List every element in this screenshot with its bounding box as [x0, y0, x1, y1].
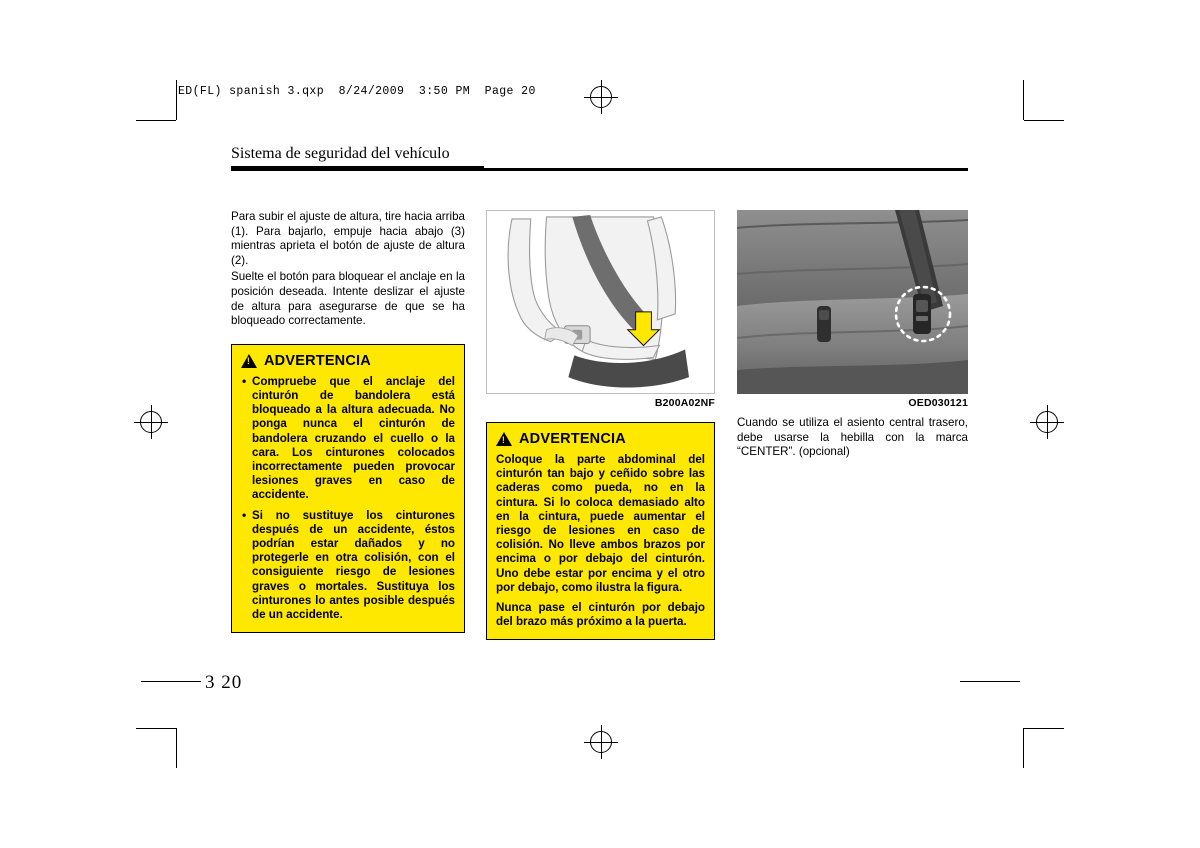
- figure-code-right: OED030121: [908, 397, 968, 409]
- paragraph-1: Para subir el ajuste de altura, tire hacia arriba (1). Para bajarlo, empuje hacia abajo (3) mientras aprieta el botón de ajuste de altura (2).: [231, 210, 465, 267]
- page-number: 3 20: [205, 672, 243, 693]
- warning-box-lap-belt: [486, 422, 715, 640]
- figure-note-center-buckle: Cuando se utiliza el asiento central trasero, debe usarse la hebilla con la marca “CENTER”. (opcional): [737, 416, 968, 459]
- registration-mark-bottom: [590, 731, 612, 753]
- registration-mark-top: [590, 86, 612, 108]
- title-rule-accent: [231, 166, 484, 171]
- folio-rule-right: [960, 681, 1020, 682]
- warning-title: ADVERTENCIA: [264, 352, 371, 369]
- crop-mark-bottom-right-h: [1024, 728, 1064, 729]
- crop-mark-top-left-v: [176, 80, 177, 120]
- registration-mark-left: [140, 411, 162, 433]
- folio-rule-left: [141, 681, 201, 682]
- printer-slug: ED(FL) spanish 3.qxp 8/24/2009 3:50 PM Page 20: [178, 85, 536, 98]
- page-title: Sistema de seguridad del vehículo: [231, 145, 450, 162]
- illustration-lap-belt-position: [486, 210, 715, 394]
- warning-triangle-icon: !: [241, 354, 257, 368]
- crop-mark-top-right-v: [1023, 80, 1024, 120]
- column-center: [486, 210, 715, 640]
- photo-rear-seat-center-buckle: [737, 210, 968, 394]
- warning-list: [241, 375, 455, 622]
- warning-box-height-adjuster: [231, 344, 465, 633]
- figure-center-buckle: [737, 210, 968, 409]
- intro-text: [231, 210, 465, 329]
- warning-paragraph: Nunca pase el cinturón por debajo del brazo más próximo a la puerta.: [496, 601, 705, 629]
- warning-paragraph: Coloque la parte abdominal del cinturón tan bajo y ceñido sobre las caderas como pueda, no en la cintura. Si lo coloca demasiado alto en la cintura, puede aumentar el riesgo de lesiones en caso de colisión. No lleve ambos brazos por encima o por debajo del cinturón. Uno debe estar por encima y el otro por debajo, como ilustra la figura.: [496, 453, 705, 594]
- crop-mark-bottom-left-v: [176, 728, 177, 768]
- registration-mark-right: [1036, 411, 1058, 433]
- warning-title: ADVERTENCIA: [519, 431, 626, 447]
- figure-belt-routing: [486, 210, 715, 409]
- column-left: [231, 210, 465, 633]
- paragraph-2: Suelte el botón para bloquear el anclaje en la posición deseada. Intente deslizar el ajuste de altura para asegurarse de que se ha bloqueado correctamente.: [231, 270, 465, 328]
- crop-mark-bottom-right-v: [1023, 728, 1024, 768]
- figure-code-center: B200A02NF: [654, 397, 715, 409]
- crop-mark-top-right-h: [1024, 120, 1064, 121]
- warning-header: [496, 431, 705, 447]
- crop-mark-top-left-h: [136, 120, 176, 121]
- warning-triangle-icon: !: [496, 432, 512, 446]
- warning-list-item: • Compruebe que el anclaje del cinturón de bandolera está bloqueado a la altura adecuada. No ponga nunca el cinturón de bandolera cruzando el cuello o la cara. Los cinturones colocados incorrectamente pueden provocar lesiones graves en caso de accidente.: [241, 375, 455, 503]
- warning-header: [241, 353, 455, 369]
- crop-mark-bottom-left-h: [136, 728, 176, 729]
- warning-list-item: • Si no sustituye los cinturones después de un accidente, éstos podrían estar dañados y no protegerle en otra colisión, con el consiguiente riesgo de lesiones graves o mortales. Sustituya los cinturones lo antes posible después de un accidente.: [241, 509, 455, 623]
- column-right: [737, 210, 968, 460]
